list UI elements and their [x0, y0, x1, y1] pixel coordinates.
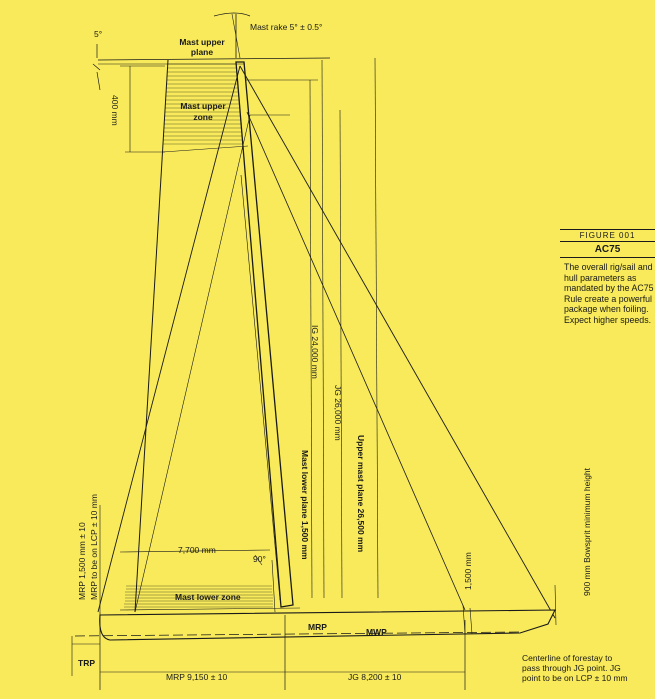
lower-plane-label: Mast lower plane 1,500 mm — [300, 450, 310, 560]
jg-height-label: JG 26,000 mm — [333, 385, 343, 441]
ninety-label: 90° — [253, 554, 266, 564]
figure-number: FIGURE 001 — [560, 229, 655, 242]
mm1500-label: 1,500 mm — [463, 552, 473, 590]
main-leech-line — [135, 60, 168, 612]
bowsprit-label: 900 mm Bowsprit minimum height — [582, 467, 592, 596]
mrp-label: MRP — [308, 622, 327, 632]
five-degree-label: 5° — [94, 29, 103, 39]
upper-plane-label-2: plane — [190, 47, 214, 57]
upper-plane-line — [98, 58, 330, 60]
mast-rake-label: Mast rake 5° ± 0.5° — [250, 22, 323, 32]
ig-label: IG 24,000 mm — [310, 325, 320, 379]
mrp-left-label-1: MRP 1,500 mm ± 10 — [77, 522, 87, 600]
mm400-label: 400 mm — [110, 95, 120, 126]
figure-title: AC75 — [560, 242, 655, 258]
figure-caption — [560, 229, 655, 326]
mrp-bottom-label: MRP 9,150 ± 10 — [166, 672, 228, 682]
mrp-left-label-2: MRP to be on LCP ± 10 mm — [89, 494, 99, 600]
forestay-label-3: point to be on LCP ± 10 mm — [522, 673, 628, 683]
figure-description: The overall rig/sail and hull parameters as mandated by the AC75 Rule create a powerful package when foiling. Expect higher speeds. — [564, 262, 654, 325]
jg-bottom-label: JG 8,200 ± 10 — [348, 672, 402, 682]
upper-zone-label-2: zone — [193, 112, 213, 122]
mwp-label: MWP — [366, 627, 387, 637]
upper-zone-label-1: Mast upper — [180, 101, 226, 111]
forestay-label-2: pass through JG point. JG — [522, 663, 621, 673]
upper-plane-label-1: Mast upper — [179, 37, 225, 47]
mm7700-label: 7,700 mm — [178, 545, 216, 555]
forestay-label-1: Centerline of forestay to — [522, 653, 613, 663]
upper-mast-plane-label: Upper mast plane 26,500 mm — [356, 435, 366, 553]
lower-zone-label: Mast lower zone — [175, 592, 241, 602]
trp-label: TRP — [78, 658, 95, 668]
